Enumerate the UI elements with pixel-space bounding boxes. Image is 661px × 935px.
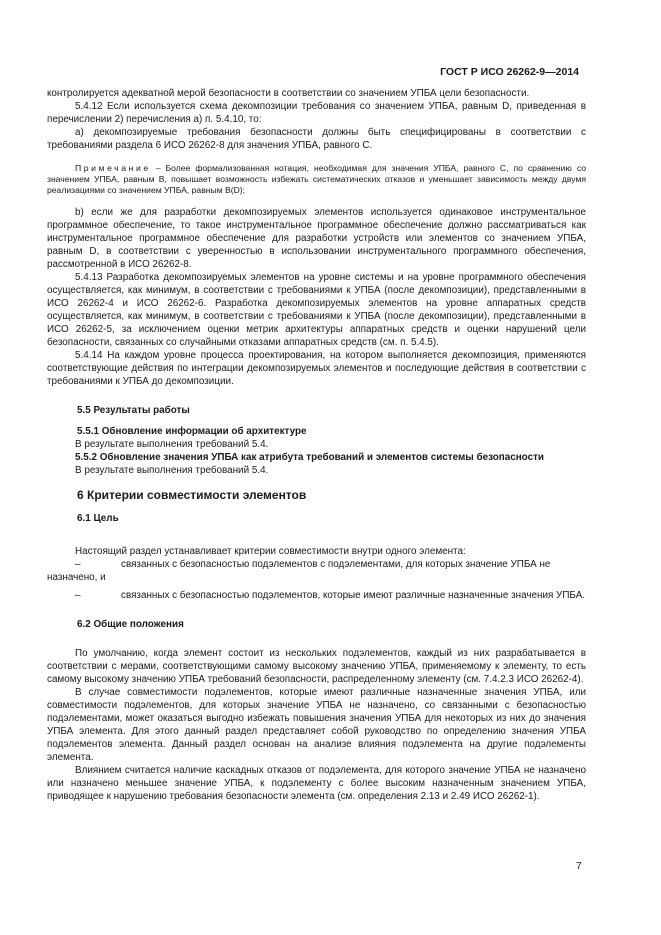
document-body [47,87,586,803]
paragraph-5-5-2: В результате выполнения требований 5.4. [75,465,269,476]
list-item-text: связанных с безопасностью подэлементов с подэлементами, для которых значение УПБА не назначено, и [47,559,551,583]
paragraph-5-4-13: 5.4.13 Разработка декомпозируемых элементов на уровне системы и на уровне программного обеспечения осуществляется, как минимум, в соответствии с требованиями к УПБА (после декомпозиции), представленными в ИСО 26262-4 и ИСО 26262-6. Разработка декомпозируемых элементов на уровне аппаратных средств осуществляется, как минимум, в соответствии с требованиями к УПБА (после декомпозиции), представленными в ИСО 26262-5, за исключением оценки метрик архитектуры аппаратных средств и оценки нарушений цели безопасности, связанных со случайными отказами аппаратных средств (см. п. 5.4.5). [47,272,586,348]
document-header: ГОСТ Р ИСО 26262-9—2014 [440,66,579,78]
paragraph-5-4-12-b: b) если же для разработки декомпозируемых элементов используется одинаковое инструментальное программное обеспечение, то такое инструментальное программное обеспечение должно рассматриваться как инструментальное программное обеспечение для разработки устройств или элементов со значением УПБА, равным D, в соответствии с уверенностью в использовании инструментального программного обеспечения, рассмотренной в ИСО 26262-8. [47,207,586,270]
heading-5-5: 5.5 Результаты работы [77,405,190,416]
note [47,163,586,196]
heading-5-5-1: 5.5.1 Обновление информации об архитектуре [77,426,307,437]
paragraph-5-4-12: 5.4.12 Если используется схема декомпозиции требования со значением УПБА, равным D, приведенная в перечислении 2) перечисления а) п. 5.4.10, то: [47,101,586,125]
paragraph-continuation: контролируется адекватной мерой безопасности в соответствии со значением УПБА цели безопасности. [47,88,530,99]
heading-5-5-2: 5.5.2 Обновление значения УПБА как атрибута требований и элементов системы безопасности [75,452,544,463]
paragraph-5-4-12-a: а) декомпозируемые требования безопасности должны быть специфицированы в соответствии с требованиями раздела 6 ИСО 26262-8 для значения УПБА, равного С. [47,127,586,151]
heading-section-6: 6 Критерии совместимости элементов [77,488,307,502]
note-text: – Более формализованная нотация, необходимая для значения УПБА, равного С, по сравнению со значением УПБА, равным В, повышает возможность избежать систематических отказов и уменьшает зависимость между двумя реализациями со значением УПБА, равным В(D); [47,163,586,195]
heading-6-1: 6.1 Цель [77,513,119,524]
paragraph-6-2-c: Влиянием считается наличие каскадных отказов от подэлемента, для которого значение УПБА не назначено или назначено меньшее значение УПБА, к подэлементу с более высоким назначенным значением УПБА, приводящее к нарушению требования безопасности элемента (см. определения 2.13 и 2.49 ИСО 26262-1). [47,765,586,802]
list-item [47,589,586,602]
list-dash: – [75,590,81,601]
paragraph-5-5-1: В результате выполнения требований 5.4. [75,439,269,450]
list-dash: – [75,559,81,570]
paragraph-6-2-a: По умолчанию, когда элемент состоит из нескольких подэлементов, каждый из них разрабатывается в соответствии с мерами, соответствующими самому высокому значению УПБА, применяемому к элементу, то есть самому высокому значению УПБА требований безопасности, распределенному элементу (см. 7.4.2.3 ИСО 26262-4). [47,648,586,685]
list-item [47,558,586,584]
page-number: 7 [576,860,582,872]
paragraph-6-1: Настоящий раздел устанавливает критерии совместимости внутри одного элемента: [75,546,466,557]
paragraph-5-4-14: 5.4.14 На каждом уровне процесса проектирования, на котором выполняется декомпозиция, применяются соответствующие действия по интеграции декомпозируемых элементов и последующие действия в соответствии с требованиями к УПБА до декомпозиции. [47,350,586,387]
note-label: Примечание [75,163,151,173]
paragraph-6-2-b: В случае совместимости подэлементов, которые имеют различные назначенные значения УПБА, или совместимости подэлементов, для которых значение УПБА не назначено, со связанными с безопасностью подэлементами, может оказаться выгодно избежать повышения значения УПБА для некоторых из них до значения УПБА элемента. Для этого данный раздел представляет собой руководство по определению значения УПБА подэлементов элемента. Данный раздел основан на анализе влияния подэлемента на другие подэлементы элемента. [47,687,586,763]
list-item-text: связанных с безопасностью подэлементов, которые имеют различные назначенные значения УПБА. [121,590,586,601]
heading-6-2: 6.2 Общие положения [77,619,184,630]
